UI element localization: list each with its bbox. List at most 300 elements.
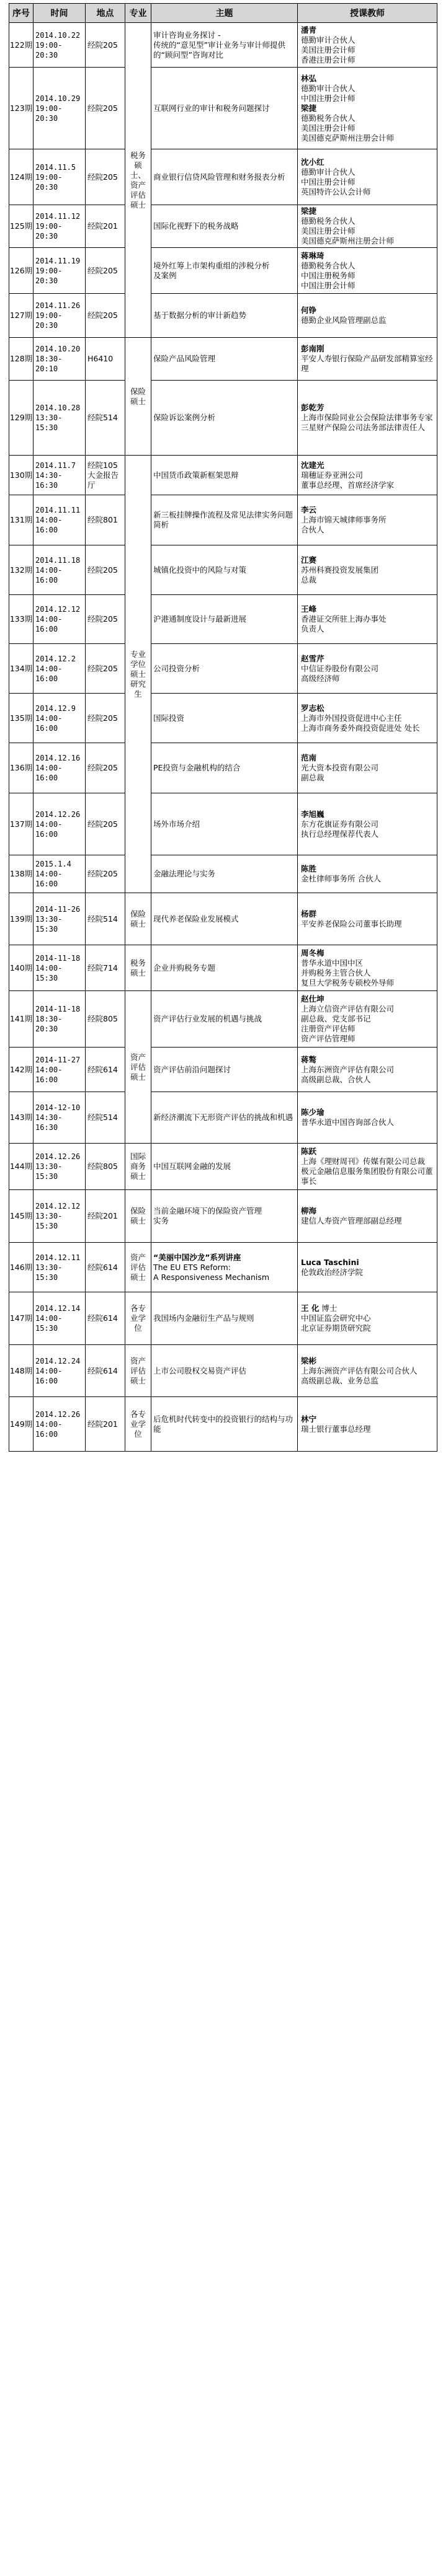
- time-cell: [34, 1092, 86, 1144]
- hours-text: 14:00-16:00: [35, 664, 63, 683]
- date-text: 2014-11-27: [35, 1055, 81, 1064]
- text-line: [301, 994, 435, 1004]
- date-text: 2014.10.28: [35, 404, 81, 412]
- teacher-cell: [298, 945, 437, 991]
- text-line: 新三板挂牌操作流程及常见法律实务问题简析: [153, 510, 293, 529]
- text-line: 高级经济师: [301, 673, 340, 683]
- hours-text: 14:00-16:00: [35, 1366, 63, 1385]
- text-line: 中国证监会研究中心: [301, 1313, 371, 1323]
- location-cell: 经院205: [86, 644, 125, 694]
- topic-cell: [151, 644, 298, 694]
- text-line: 上海《理财周刊》传媒有限公司总裁: [301, 1157, 426, 1166]
- text-line: 现代养老保险业发展模式: [153, 914, 239, 924]
- table-row: [9, 893, 437, 945]
- location-cell: 经院714: [86, 945, 125, 991]
- bold-text: 沈小红: [301, 157, 324, 167]
- text-line: [301, 704, 435, 713]
- teacher-cell: [298, 1048, 437, 1092]
- topic-cell: [151, 248, 298, 294]
- table-header: [9, 4, 437, 23]
- topic-cell: [151, 23, 298, 68]
- date-text: 2014.10.29: [35, 94, 81, 103]
- column-header-1: 时间: [34, 4, 86, 23]
- text-line: 美国德克萨斯州注册会计师: [301, 236, 395, 245]
- location-cell: 经院805: [86, 1144, 125, 1190]
- date-text: 2014-11-18: [35, 953, 81, 963]
- table-row: [9, 205, 437, 248]
- text-line: 普华永道中国中区: [301, 958, 364, 968]
- text-line: 英国特许公认会计师: [301, 187, 371, 196]
- location-cell: 经院205: [86, 855, 125, 893]
- table-row: [9, 1292, 437, 1345]
- text-line: A Responsiveness Mechanism: [153, 1272, 270, 1282]
- date-text: 2014.11.11: [35, 506, 81, 514]
- hours-text: 19:00-20:30: [35, 40, 63, 60]
- text-line: [301, 74, 435, 84]
- text-line: [301, 654, 435, 664]
- seq-cell: 146期: [9, 1243, 34, 1292]
- teacher-cell: [298, 456, 437, 495]
- seq-cell: 135期: [9, 694, 34, 743]
- text-line: 总裁: [301, 575, 317, 584]
- teacher-cell: [298, 149, 437, 205]
- text-line: 并购税务主管合伙人: [301, 968, 371, 977]
- table-row: [9, 545, 437, 595]
- date-text: 2014.11.12: [35, 212, 81, 221]
- bold-text: 陈少瑜: [301, 1108, 324, 1117]
- time-cell: [34, 149, 86, 205]
- hours-text: 19:00-20:30: [35, 266, 63, 285]
- bold-text: 陈跃: [301, 1147, 317, 1156]
- time-cell: [34, 1345, 86, 1397]
- date-text: 2015.1.4: [35, 860, 71, 868]
- bold-text: 罗志松: [301, 703, 324, 713]
- table-row: [9, 1190, 437, 1243]
- hours-text: 18:30-20:30: [35, 1015, 63, 1033]
- text-line: 注册资产评估师: [301, 1024, 356, 1033]
- date-text: 2014.12.12: [35, 605, 81, 614]
- seq-cell: 137期: [9, 793, 34, 855]
- bold-text: “美丽中国沙龙”系列讲座: [153, 1252, 241, 1262]
- time-cell: [34, 793, 86, 855]
- bold-text: 梁捷: [301, 206, 317, 216]
- text-line: [301, 25, 435, 35]
- hours-text: 13:30-15:30: [35, 1212, 63, 1230]
- text-line: 国际投资: [153, 713, 185, 723]
- time-cell: [34, 456, 86, 495]
- table-row: [9, 495, 437, 545]
- text-line: 普华永道中国咨询部合伙人: [301, 1118, 395, 1127]
- time-cell: [34, 495, 86, 545]
- location-cell: 经院201: [86, 1397, 125, 1452]
- bold-text: 何铮: [301, 306, 317, 315]
- text-line: [301, 157, 435, 167]
- text-line: 德勤审计合伙人: [301, 35, 356, 45]
- bold-text: 蒋琳琦: [301, 250, 324, 260]
- hours-text: 14:00-15:30: [35, 1314, 63, 1333]
- location-cell: 经院205: [86, 595, 125, 644]
- text-line: 我国场内金融衍生产品与规则: [153, 1313, 254, 1323]
- time-cell: [34, 595, 86, 644]
- text-line: 金杜律师事务所 合伙人: [301, 874, 381, 883]
- seq-cell: 129期: [9, 381, 34, 456]
- topic-cell: [151, 1243, 298, 1292]
- topic-cell: [151, 149, 298, 205]
- header-row: [9, 4, 437, 23]
- text-line: 基于数据分析的审计新趋势: [153, 311, 247, 320]
- table-row: [9, 595, 437, 644]
- location-cell: 经院205: [86, 793, 125, 855]
- seq-cell: 141期: [9, 991, 34, 1048]
- seq-cell: 131期: [9, 495, 34, 545]
- date-text: 2014.12.26: [35, 1152, 81, 1161]
- text-line: 副总裁、党支部书记: [301, 1014, 371, 1023]
- topic-cell: [151, 338, 298, 381]
- text-line: [301, 809, 435, 819]
- table-row: [9, 694, 437, 743]
- topic-cell: [151, 545, 298, 595]
- text-line: 中信证券股份有限公司: [301, 663, 379, 673]
- topic-cell: [151, 743, 298, 793]
- bold-text: Luca Taschini: [301, 1257, 359, 1267]
- hours-text: 14:00-15:30: [35, 963, 63, 982]
- date-text: 2014-11-18: [35, 1005, 81, 1013]
- topic-cell: [151, 1397, 298, 1452]
- location-cell: 经院205: [86, 149, 125, 205]
- date-text: 2014.11.18: [35, 555, 81, 565]
- time-cell: [34, 1048, 86, 1092]
- seq-cell: 125期: [9, 205, 34, 248]
- hours-text: 14:00-16:00: [35, 870, 63, 888]
- seq-cell: 122期: [9, 23, 34, 68]
- text-line: [301, 1356, 435, 1366]
- table-row: [9, 381, 437, 456]
- text-line: [301, 251, 435, 261]
- text-line: 伦敦政治经济学院: [301, 1267, 364, 1277]
- text-line: 传统的“意见型”审计业务与审计师提供的“顾问型”咨询对比: [153, 40, 285, 60]
- text-line: 副总裁: [301, 773, 324, 782]
- table-row: [9, 68, 437, 149]
- table-row: [9, 149, 437, 205]
- text-line: 上海东洲资产评估有限公司: [301, 1064, 395, 1074]
- location-cell: 经院105大金报告厅: [86, 456, 125, 495]
- text-line: 上海东洲资产评估有限公司合伙人: [301, 1365, 418, 1375]
- major-cell: 各专业学位: [125, 1397, 151, 1452]
- location-cell: 经院614: [86, 1243, 125, 1292]
- topic-cell: [151, 1048, 298, 1092]
- text-line: 极元金融信息服务集团股份有限公司董事长: [301, 1167, 433, 1186]
- table-row: [9, 945, 437, 991]
- text-line: [301, 555, 435, 565]
- teacher-cell: [298, 1243, 437, 1292]
- seq-cell: 134期: [9, 644, 34, 694]
- topic-cell: [151, 1292, 298, 1345]
- table-row: [9, 1092, 437, 1144]
- text-line: 商业银行信贷风险管理和财务报表分析: [153, 172, 285, 182]
- column-header-0: 序号: [9, 4, 34, 23]
- hours-text: 19:00-20:30: [35, 311, 63, 330]
- text-line: 美国注册会计师: [301, 123, 356, 133]
- text-line: 德勤税务合伙人: [301, 216, 356, 226]
- hours-text: 14:00-16:00: [35, 615, 63, 633]
- location-cell: 经院205: [86, 545, 125, 595]
- text-line: 建信人寿资产管理部副总经理: [301, 1216, 402, 1225]
- bold-text: 陈胜: [301, 864, 317, 873]
- teacher-cell: [298, 338, 437, 381]
- text-line: 国际化视野下的税务战略: [153, 221, 239, 231]
- time-cell: [34, 294, 86, 338]
- teacher-cell: [298, 294, 437, 338]
- date-text: 2014.12.9: [35, 704, 76, 713]
- hours-text: 14:00-16:00: [35, 713, 63, 733]
- bold-text: 周冬梅: [301, 948, 324, 958]
- teacher-cell: [298, 68, 437, 149]
- date-text: 2014.12.2: [35, 654, 76, 663]
- teacher-cell: [298, 381, 437, 456]
- teacher-cell: [298, 1144, 437, 1190]
- hours-text: 14:30-16:30: [35, 470, 63, 490]
- location-cell: 经院205: [86, 694, 125, 743]
- teacher-cell: [298, 23, 437, 68]
- table-row: [9, 294, 437, 338]
- hours-text: 14:00-16:00: [35, 1065, 63, 1084]
- date-text: 2014.11.5: [35, 162, 76, 172]
- seq-cell: 139期: [9, 893, 34, 945]
- date-text: 2014.10.20: [35, 345, 81, 353]
- topic-cell: [151, 381, 298, 456]
- table-row: [9, 644, 437, 694]
- location-cell: 经院614: [86, 1048, 125, 1092]
- bold-text: 潘青: [301, 25, 317, 35]
- time-cell: [34, 694, 86, 743]
- time-cell: [34, 1292, 86, 1345]
- text-line: 境外红筹上市架构重组的涉税分析: [153, 260, 270, 270]
- teacher-cell: [298, 1190, 437, 1243]
- column-header-5: 授课教师: [298, 4, 437, 23]
- text-line: 及案例: [153, 270, 177, 280]
- table-row: [9, 338, 437, 381]
- teacher-cell: [298, 793, 437, 855]
- time-cell: [34, 893, 86, 945]
- hours-text: 14:00-16:00: [35, 516, 63, 534]
- date-text: 2014.10.22: [35, 30, 81, 40]
- text-line: 企业并购税务专题: [153, 963, 216, 973]
- time-cell: [34, 743, 86, 793]
- teacher-cell: [298, 1092, 437, 1144]
- text-line: 瑞士银行董事总经理: [301, 1424, 371, 1434]
- time-cell: [34, 991, 86, 1048]
- text-line: 德勤企业风险管理副总监: [301, 315, 387, 325]
- text-line: 高级副总裁、业务总监: [301, 1375, 379, 1385]
- text-line: [153, 1253, 295, 1263]
- seq-cell: 123期: [9, 68, 34, 149]
- date-text: 2014.12.26: [35, 809, 81, 819]
- hours-text: 13:30-15:30: [35, 1263, 63, 1282]
- lecture-schedule-table: [9, 3, 437, 1452]
- teacher-cell: [298, 1292, 437, 1345]
- topic-cell: [151, 945, 298, 991]
- time-cell: [34, 248, 86, 294]
- major-cell: 税务硕士: [125, 945, 151, 991]
- topic-cell: [151, 294, 298, 338]
- text-line: 瑞穗证券亚洲公司: [301, 470, 364, 480]
- hours-text: 14:30-16:30: [35, 1113, 63, 1132]
- text-line: 金融法理论与实务: [153, 869, 216, 878]
- location-cell: 经院514: [86, 381, 125, 456]
- seq-cell: 126期: [9, 248, 34, 294]
- text-line: [301, 948, 435, 958]
- text-line: 三星财产保险公司法务部法律责任人: [301, 423, 426, 432]
- hours-text: 13:30-15:30: [35, 1162, 63, 1181]
- text-line: 实务: [153, 1216, 169, 1225]
- text-line: 北京证券期货研究院: [301, 1323, 371, 1333]
- table-row: [9, 1397, 437, 1452]
- major-cell: 资产评估硕士: [125, 1243, 151, 1292]
- bold-text: 柳海: [301, 1206, 317, 1215]
- table-row: [9, 456, 437, 495]
- hours-text: 19:00-20:30: [35, 172, 63, 192]
- seq-cell: 148期: [9, 1345, 34, 1397]
- table-row: [9, 793, 437, 855]
- column-header-4: 主题: [151, 4, 298, 23]
- text-line: 美国注册会计师: [301, 226, 356, 236]
- teacher-cell: [298, 1345, 437, 1397]
- teacher-cell: [298, 205, 437, 248]
- location-cell: 经院205: [86, 23, 125, 68]
- text-line: [301, 344, 435, 354]
- major-cell: 保险硕士: [125, 1190, 151, 1243]
- time-cell: [34, 23, 86, 68]
- teacher-cell: [298, 595, 437, 644]
- bold-text: 彭南刚: [301, 344, 324, 353]
- text-line: 互联网行业的审计和税务问题探讨: [153, 103, 270, 113]
- text-line: 上海市外国投资促进中心主任: [301, 713, 402, 723]
- location-cell: 经院805: [86, 991, 125, 1048]
- text-line: 上海市保险同业公会保险法律事务专家: [301, 413, 433, 422]
- location-cell: H6410: [86, 338, 125, 381]
- text-line: PE投资与金融机构的结合: [153, 763, 241, 772]
- major-cell: 税务硕士、资产评估硕士: [125, 23, 151, 338]
- text-line: [301, 104, 435, 113]
- topic-cell: [151, 1144, 298, 1190]
- seq-cell: 128期: [9, 338, 34, 381]
- column-header-3: 专业: [125, 4, 151, 23]
- seq-cell: 143期: [9, 1092, 34, 1144]
- table-row: [9, 743, 437, 793]
- major-cell: 专业学位硕士研究生: [125, 456, 151, 893]
- bold-text: 梁彬: [301, 1356, 317, 1365]
- text-line: 资产评估前沿问题探讨: [153, 1064, 231, 1074]
- text-line: 美国注册会计师: [301, 45, 356, 55]
- time-cell: [34, 855, 86, 893]
- text-line: 中国注册会计师: [301, 177, 356, 187]
- text-line: [301, 1414, 435, 1424]
- text-line: 德勤审计合伙人: [301, 83, 356, 93]
- text-line: [301, 505, 435, 515]
- seq-cell: 130期: [9, 456, 34, 495]
- time-cell: [34, 1397, 86, 1452]
- bold-text: 范南: [301, 753, 317, 762]
- location-cell: 经院514: [86, 893, 125, 945]
- topic-cell: [151, 595, 298, 644]
- time-cell: [34, 945, 86, 991]
- teacher-cell: [298, 743, 437, 793]
- topic-cell: [151, 1345, 298, 1397]
- seq-cell: 147期: [9, 1292, 34, 1345]
- bold-text: 杨群: [301, 909, 317, 919]
- text-line: 审计咨询业务探讨 -: [153, 30, 221, 40]
- date-text: 2014.11.26: [35, 301, 81, 310]
- table-row: [9, 1345, 437, 1397]
- seq-cell: 127期: [9, 294, 34, 338]
- text-line: 合伙人: [301, 525, 324, 534]
- hours-text: 18:30-20:10: [35, 355, 63, 373]
- teacher-cell: [298, 694, 437, 743]
- major-cell: 资产评估硕士: [125, 1345, 151, 1397]
- text-line: [301, 753, 435, 763]
- seq-cell: 145期: [9, 1190, 34, 1243]
- topic-cell: [151, 991, 298, 1048]
- bold-text: 梁捷: [301, 103, 317, 113]
- hours-text: 13:30-15:30: [35, 413, 63, 432]
- text-line: [301, 206, 435, 216]
- time-cell: [34, 68, 86, 149]
- bold-text: 林宁: [301, 1414, 317, 1424]
- text-line: 复旦大学税务专硕校外导师: [301, 977, 395, 987]
- table-row: [9, 1243, 437, 1292]
- text-line: 香港注册会计师: [301, 55, 356, 64]
- seq-cell: 140期: [9, 945, 34, 991]
- bold-text: 王峰: [301, 604, 317, 614]
- time-cell: [34, 644, 86, 694]
- date-text: 2014.11.7: [35, 461, 76, 470]
- location-cell: 经院514: [86, 1092, 125, 1144]
- text-line: 负责人: [301, 624, 324, 633]
- bold-text: 李旭巍: [301, 809, 324, 819]
- bold-text: 李云: [301, 505, 317, 514]
- seq-cell: 124期: [9, 149, 34, 205]
- table-row: [9, 1048, 437, 1092]
- text-line: 公司投资分析: [153, 663, 200, 673]
- text-line: [301, 306, 435, 315]
- normal-text: 博士: [319, 1303, 338, 1313]
- text-line: [301, 1108, 435, 1118]
- hours-text: 14:00-16:00: [35, 565, 63, 584]
- text-line: 保险诉讼案例分析: [153, 413, 216, 422]
- location-cell: 经院201: [86, 205, 125, 248]
- topic-cell: [151, 495, 298, 545]
- major-cell: 国际商务硕士: [125, 1144, 151, 1190]
- text-line: 沪港通制度设计与最新进展: [153, 614, 247, 624]
- date-text: 2014-12-10: [35, 1103, 81, 1112]
- seq-cell: 132期: [9, 545, 34, 595]
- time-cell: [34, 1144, 86, 1190]
- time-cell: [34, 545, 86, 595]
- text-line: [301, 461, 435, 470]
- topic-cell: [151, 205, 298, 248]
- text-line: [301, 403, 435, 413]
- date-text: 2014.12.11: [35, 1253, 81, 1262]
- teacher-cell: [298, 855, 437, 893]
- text-line: 上海立信资产评估有限公司: [301, 1004, 395, 1013]
- table-row: [9, 1144, 437, 1190]
- text-line: 上市公司股权交易资产评估: [153, 1365, 247, 1375]
- text-line: 平安养老保险公司董事长助理: [301, 919, 402, 929]
- date-text: 2014.12.14: [35, 1304, 81, 1313]
- topic-cell: [151, 855, 298, 893]
- seq-cell: 136期: [9, 743, 34, 793]
- text-line: 上海市锦天城律师事务所: [301, 515, 387, 524]
